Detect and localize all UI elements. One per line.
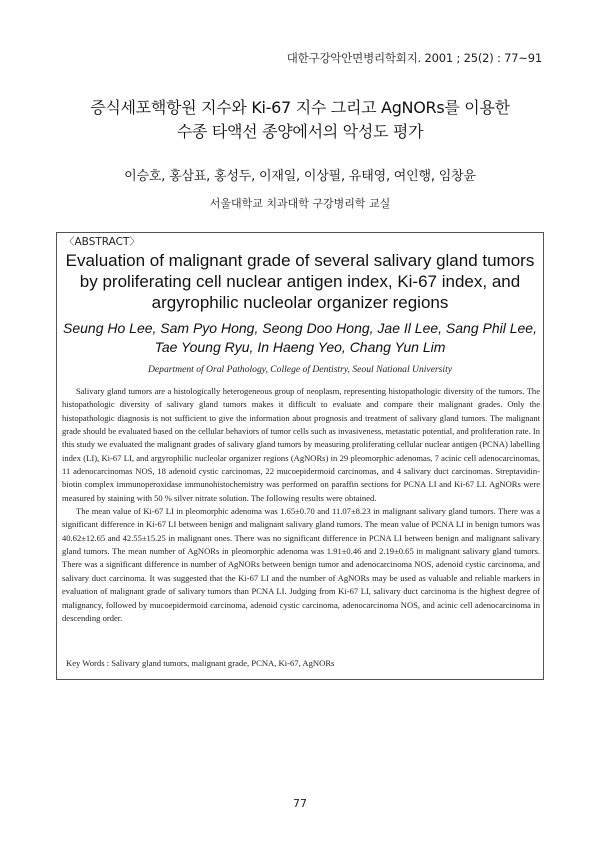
journal-citation: 대한구강악안면병리학회지. 2001 ; 25(2) : 77~91 <box>286 51 542 65</box>
english-title-line: by proliferating cell nuclear antigen index, Ki-67 index, and <box>79 272 521 291</box>
page-number: 77 <box>293 797 307 810</box>
korean-title-line: 증식세포핵항원 지수와 Ki-67 지수 그리고 AgNORs를 이용한 <box>90 98 510 117</box>
english-authors-line: Seung Ho Lee, Sam Pyo Hong, Seong Doo Hong, Jae Il Lee, Sang Phil Lee, <box>63 320 537 336</box>
english-title-line: Evaluation of malignant grade of several salivary gland tumors <box>65 251 535 270</box>
abstract-paragraph: Salivary gland tumors are a histologically heterogeneous group of neoplasm, representing histopathologic diversity of the tumors. The histopathologic diversity of salivary gland tumors makes it difficult to evaluate and compare their malignant grades. Only the histopathologic diagnosis is not sufficient to give the information about prognosis and treatment of salivary gland tumors. The malignant grade should be evaluated based on the cellular behaviors of tumor cells such as invasiveness, metastatic potential, and proliferation rate. In this study we evaluated the malignant grades of salivary gland tumors by measuring proliferating cellular nuclear antigen (PCNA) labelling index (LI), Ki-67 LI, and argyrophilic nucleolar organizer regions (AgNORs) in 29 pleomorphic adenomas, 7 acinic cell adenocarcinomas, 11 adenocarcinomas NOS, 18 adenoid cystic carcinomas, 22 mucoepidermoid carcinomas, and 4 salivary duct carcinomas. Streptavidin-biotin complex immunoperoxidase immunohistochemistry was performed on paraffin sections for PCNA LI and Ki-67 LI. AgNORs were measured by staining with 50 % silver nitrate solution. The following results were obtained. <box>62 386 540 503</box>
korean-title <box>0 96 600 144</box>
keywords: Key Words : Salivary gland tumors, malignant grade, PCNA, Ki-67, AgNORs <box>66 658 335 668</box>
english-title-line: argyrophilic nucleolar organizer regions <box>151 293 449 312</box>
english-affiliation: Department of Oral Pathology, College of Dentistry, Seoul National University <box>147 364 453 375</box>
english-authors-line: Tae Young Ryu, In Haeng Yeo, Chang Yun Lim <box>154 339 446 355</box>
korean-affiliation: 서울대학교 치과대학 구강병리학 교실 <box>209 197 391 210</box>
korean-title-line: 수종 타액선 종양에서의 악성도 평가 <box>176 122 424 141</box>
english-title <box>56 250 544 313</box>
abstract-label: 〈ABSTRACT〉 <box>64 236 140 248</box>
english-authors <box>56 319 544 357</box>
korean-authors: 이승호, 홍삼표, 홍성두, 이재일, 이상필, 유태영, 여인행, 임창윤 <box>124 169 476 184</box>
abstract-paragraph: The mean value of Ki-67 LI in pleomorphic adenoma was 1.65±0.70 and 11.07±8.23 in malignant salivary gland tumors. There was a significant difference in Ki-67 LI between benign and malignant salivary gland tumors. The mean value of PCNA LI in benign tumors was 40.62±12.65 and 42.55±15.25 in malignant ones. There was no significant difference in PCNA LI between benign and malignant salivary gland tumors. The mean number of AgNORs in pleomorphic adenoma was 1.91±0.46 and 2.19±0.65 in malignant salivary gland tumors. There was a significant difference in number of AgNORs between benign tumor and adenocarcinoma NOS, adenoid cystic carcinoma, and salivary duct carcinoma. It was suggested that the Ki-67 LI and the number of AgNORs may be used as valuable and reliable markers in evaluation of malignant grade of salivary tumors than PCNA LI. Judging from Ki-67 LI, salivary duct carcinoma is the highest degree of malignancy, followed by mucoepidermoid carcinoma, adenoid cystic carcinoma, adenocarcinoma NOS, and acinic cell adenocarcinoma in descending order. <box>62 506 540 623</box>
abstract-body <box>62 385 540 625</box>
